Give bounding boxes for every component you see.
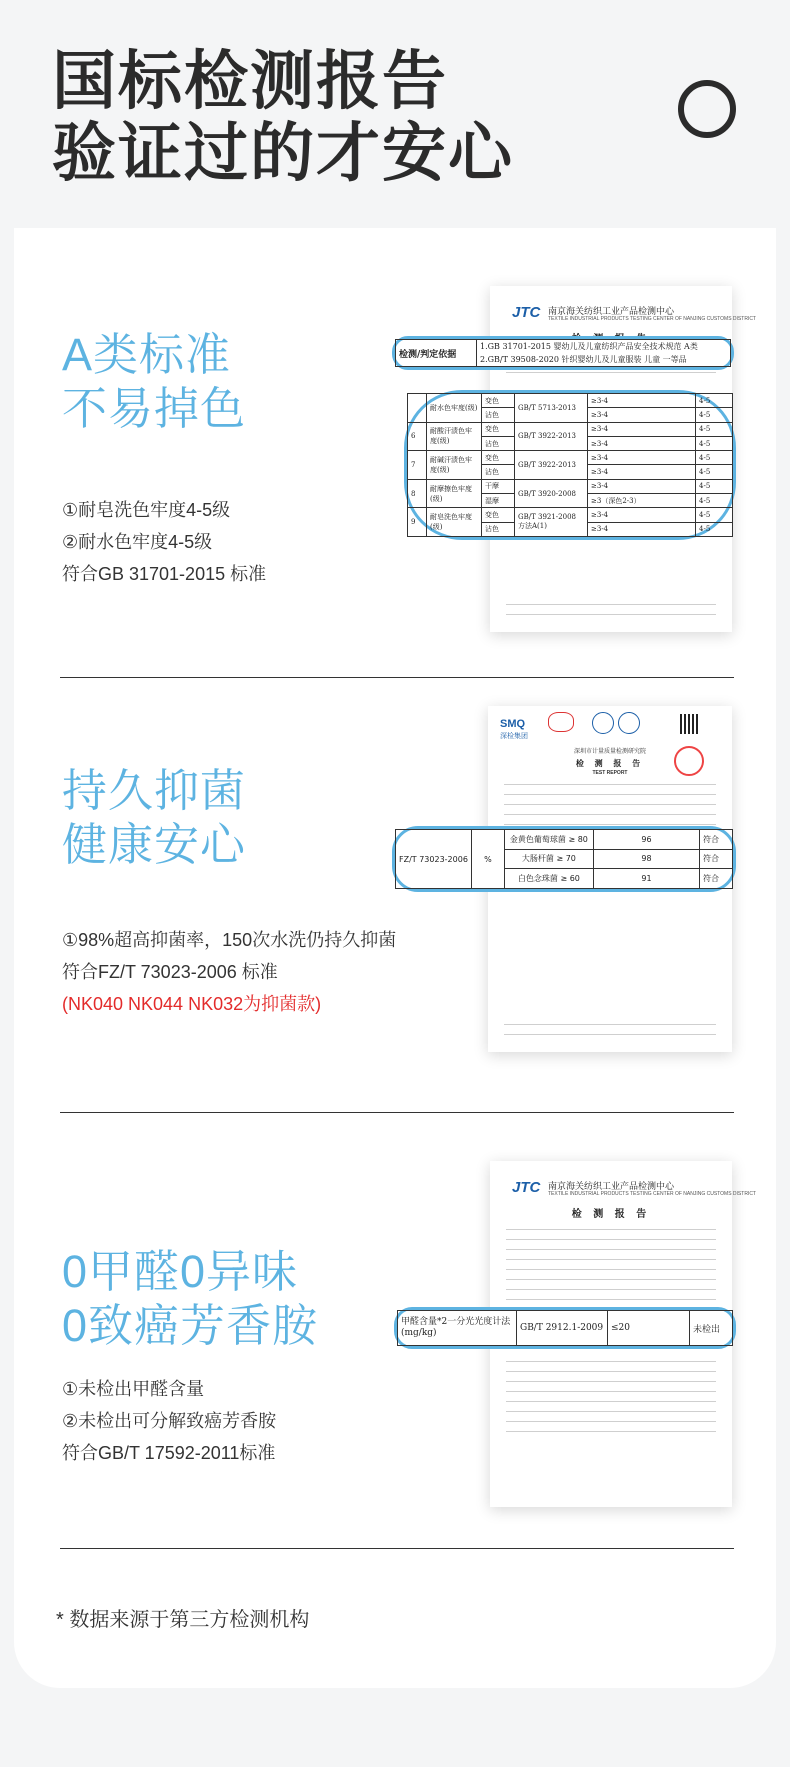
cell-verdict: 符合 (700, 849, 733, 869)
cell-sub: 变色 (482, 422, 515, 436)
section-heading-line-1: 持久抑菌 (62, 765, 247, 816)
cell-req: ≥3（深色2-3） (588, 494, 696, 508)
page-title-line-2: 验证过的才安心 (52, 117, 514, 189)
cell-no (408, 394, 427, 423)
section-heading-line-2: 健康安心 (62, 819, 247, 870)
section-desc-line: ①耐皂洗色牢度4-5级 (62, 500, 231, 520)
cnas-icon (618, 712, 640, 734)
data-source-footnote: * 数据来源于第三方检测机构 (56, 1609, 310, 1631)
basis-label: 检测/判定依据 (396, 340, 477, 367)
qr-code-icon (680, 714, 700, 734)
table-row (398, 1311, 733, 1346)
cell-sub: 变色 (482, 508, 515, 522)
report-title: 检 测 报 告 (575, 758, 645, 768)
cell-value: 91 (593, 869, 699, 889)
cell-method: GB/T 2912.1-2009 (517, 1311, 608, 1346)
cell-result: 4-5 (696, 408, 733, 422)
cell-no: 8 (408, 479, 427, 508)
section-colorfastness (14, 228, 776, 678)
antibacterial-models-note: (NK040 NK044 NK032为抑菌款) (62, 994, 322, 1014)
smq-logo-sub: 深检集团 (500, 733, 528, 740)
cell-no: 6 (408, 422, 427, 451)
highlight-antibacterial-table (392, 826, 736, 892)
cell-sub: 变色 (482, 394, 515, 408)
page-title-line-1: 国标检测报告 (52, 45, 448, 117)
ilac-mra-icon (592, 712, 614, 734)
cell-item: 甲醛含量*2一分光光度计法 (mg/kg) (398, 1311, 517, 1346)
table-row (396, 830, 733, 850)
cell-result: 4-5 (696, 508, 733, 522)
cell-sub: 变色 (482, 451, 515, 465)
cell-verdict: 符合 (700, 869, 733, 889)
cell-item: 耐酸汗渍色牢度(级) (427, 422, 482, 451)
cell-result: 4-5 (696, 451, 733, 465)
section-desc-line: 符合FZ/T 73023-2006 标准 (62, 962, 278, 982)
section-heading-line-1: 0甲醛0异味 (62, 1246, 299, 1297)
cell-result: 4-5 (696, 479, 733, 493)
cell-result: 4-5 (696, 494, 733, 508)
cell-req: ≥3-4 (588, 479, 696, 493)
cell-standard: FZ/T 73023-2006 (396, 830, 472, 889)
cell-sub: 沾色 (482, 436, 515, 450)
table-row (408, 451, 733, 465)
report-title: 检 测 报 告 (571, 1209, 651, 1220)
cell-result: 未检出 (690, 1311, 733, 1346)
content-card (14, 228, 776, 1688)
cell-req: ≥3-4 (588, 451, 696, 465)
cell-method: GB/T 5713-2013 (515, 394, 588, 423)
highlight-formaldehyde-row (394, 1307, 736, 1349)
cell-sub: 湿摩 (482, 494, 515, 508)
section-formaldehyde (14, 1113, 776, 1548)
report-text-lines (504, 1024, 716, 1044)
cell-method: GB/T 3922-2013 (515, 422, 588, 451)
report-org-name-en: TEXTILE INDUSTRIAL PRODUCTS TESTING CENTER OF NANJING CUSTOMS DISTRICT (548, 1191, 756, 1197)
cell-item: 耐摩擦色牢度(级) (427, 479, 482, 508)
cell-no: 7 (408, 451, 427, 480)
report-org-name: 南京海关纺织工业产品检测中心 (548, 307, 675, 317)
cell-result: 4-5 (696, 522, 733, 536)
cell-req: ≥3-4 (588, 408, 696, 422)
jtc-logo: JTC (512, 304, 541, 321)
cell-item: 耐碱汗渍色牢度(级) (427, 451, 482, 480)
highlight-standard-basis (392, 336, 734, 370)
cell-sub: 沾色 (482, 522, 515, 536)
table-row (408, 508, 733, 522)
section-heading-line-2: 0致癌芳香胺 (62, 1300, 319, 1351)
report-text-lines (506, 604, 716, 624)
cell-req: ≥3-4 (588, 522, 696, 536)
cell-req: ≥3-4 (588, 465, 696, 479)
report-text-lines (506, 1361, 716, 1441)
section-desc-line (62, 988, 321, 1020)
section-desc-line: ①未检出甲醛含量 (62, 1379, 205, 1399)
section-desc-line: 符合GB/T 17592-2011标准 (62, 1443, 276, 1463)
cell-value: 98 (593, 849, 699, 869)
cell-sub: 干摩 (482, 479, 515, 493)
cell-no: 9 (408, 508, 427, 537)
section-desc-line: ②未检出可分解致癌芳香胺 (62, 1411, 277, 1431)
cell-item: 耐水色牢度(级) (427, 394, 482, 423)
table-row (408, 479, 733, 493)
highlight-colorfastness-table (404, 390, 736, 540)
report-text-lines (506, 1229, 716, 1309)
report-org-name-en: TEXTILE INDUSTRIAL PRODUCTS TESTING CENTER OF NANJING CUSTOMS DISTRICT (548, 316, 756, 322)
cell-req: ≤20 (608, 1311, 690, 1346)
circle-icon (678, 80, 736, 138)
report-org-name: 深圳市计量质量检测研究院 (573, 749, 646, 755)
cell-bacteria: 大肠杆菌 ≥ 70 (504, 849, 593, 869)
table-row (408, 394, 733, 408)
cell-method: GB/T 3922-2013 (515, 451, 588, 480)
cell-method: GB/T 3921-2008 方法A(1) (515, 508, 588, 537)
cell-bacteria: 白色念珠菌 ≥ 60 (504, 869, 593, 889)
cell-unit: % (471, 830, 504, 889)
cell-result: 4-5 (696, 394, 733, 408)
cell-item: 耐皂洗色牢度(级) (427, 508, 482, 537)
smq-logo: SMQ (500, 718, 526, 730)
section-desc-line: ①98%超高抑菌率，150次水洗仍持久抑菌 (62, 930, 397, 950)
report-org-name: 南京海关纺织工业产品检测中心 (548, 1182, 675, 1192)
cell-req: ≥3-4 (588, 436, 696, 450)
section-desc-line: ②耐水色牢度4-5级 (62, 532, 213, 552)
section-heading-line-1: A类标准 (62, 329, 232, 380)
section-divider (60, 1548, 734, 1549)
cell-verdict: 符合 (700, 830, 733, 850)
basis-line: 1.GB 31701-2015 婴幼儿及儿童纺织产品安全技术规范 A类 (477, 340, 731, 354)
section-desc-line: 符合GB 31701-2015 标准 (62, 564, 267, 584)
report-title-en: TEST REPORT (592, 770, 628, 776)
section-antibacterial (14, 678, 776, 1112)
cell-sub: 沾色 (482, 465, 515, 479)
cell-req: ≥3-4 (588, 422, 696, 436)
table-row (408, 422, 733, 436)
basis-line: 2.GB/T 39508-2020 针织婴幼儿及儿童服装 儿童 一等品 (477, 353, 731, 367)
section-heading-line-2: 不易掉色 (62, 383, 247, 434)
header (0, 0, 790, 228)
cell-method: GB/T 3920-2008 (515, 479, 588, 508)
cell-sub: 沾色 (482, 408, 515, 422)
cell-req: ≥3-4 (588, 394, 696, 408)
cell-req: ≥3-4 (588, 508, 696, 522)
cell-bacteria: 金黄色葡萄球菌 ≥ 80 (504, 830, 593, 850)
cell-result: 4-5 (696, 422, 733, 436)
cell-value: 96 (593, 830, 699, 850)
jtc-logo: JTC (512, 1179, 541, 1196)
cell-result: 4-5 (696, 465, 733, 479)
cell-result: 4-5 (696, 436, 733, 450)
cma-seal-icon (548, 712, 574, 732)
